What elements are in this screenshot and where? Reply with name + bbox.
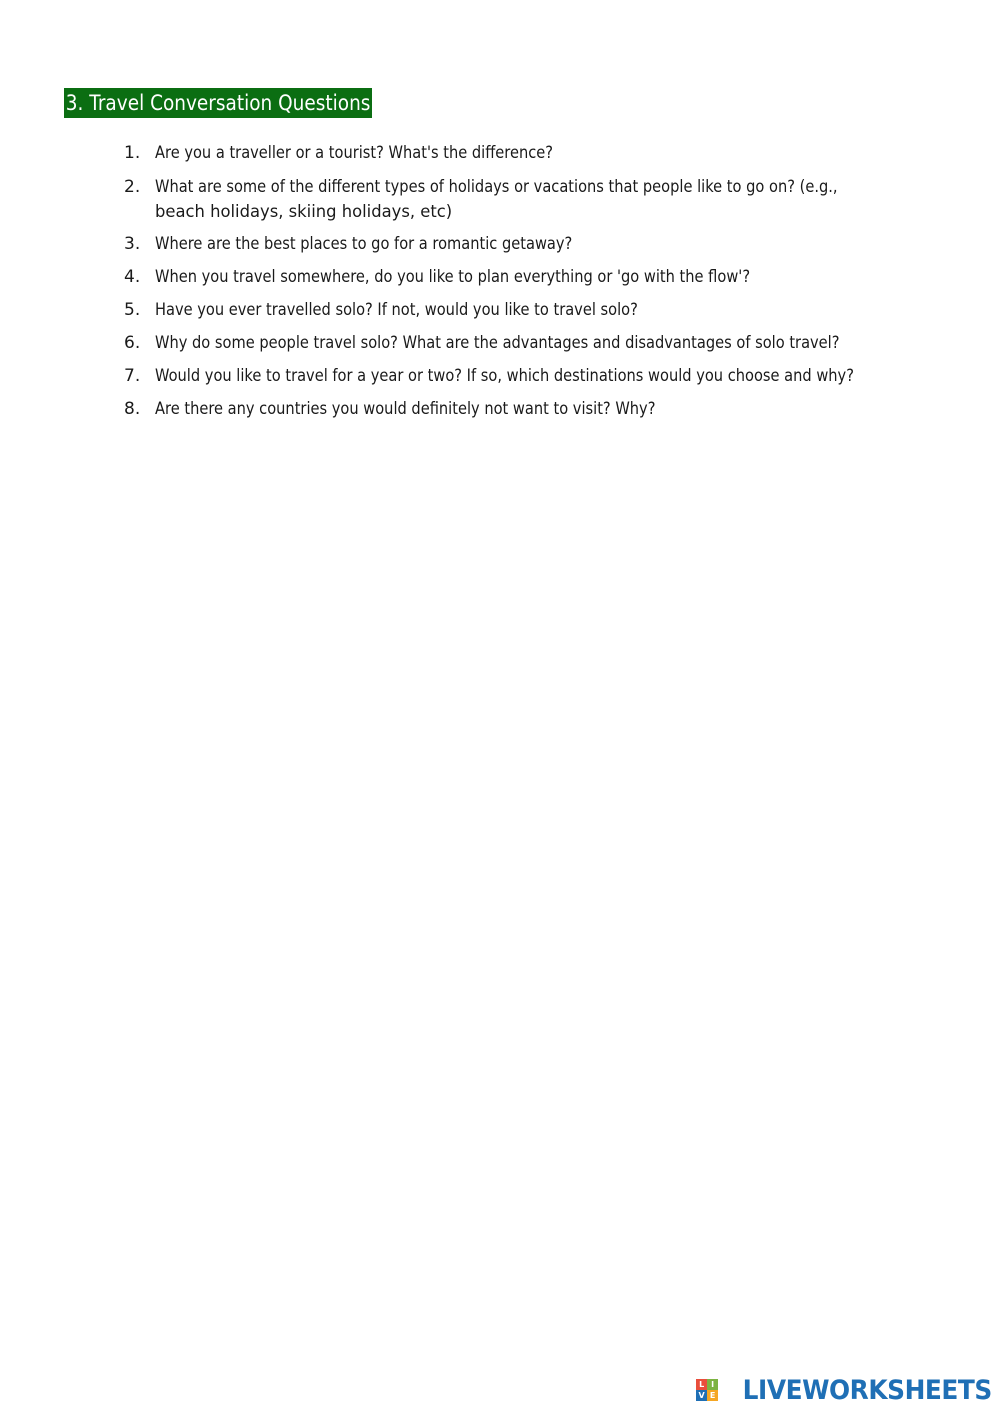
liveworksheets-logo xyxy=(696,1375,992,1405)
section-title: 3. Travel Conversation Questions xyxy=(64,88,372,118)
question-text-continuation: beach holidays, skiing holidays, etc) xyxy=(155,202,453,222)
question-list xyxy=(124,140,944,422)
logo-text: LIVEWORKSHEETS xyxy=(742,1374,992,1406)
logo-mark-letter: V xyxy=(696,1390,707,1401)
question-text-line: What are some of the different types of holidays or vacations that people like to go on? (e.g., xyxy=(155,177,838,197)
question-number: 5. xyxy=(124,300,141,320)
logo-mark-letter: E xyxy=(707,1390,718,1401)
question-number: 6. xyxy=(124,333,141,353)
question-item-3 xyxy=(124,231,944,257)
question-item-2 xyxy=(124,174,944,224)
question-text: Have you ever travelled solo? If not, would you like to travel solo? xyxy=(155,300,638,320)
question-text: Would you like to travel for a year or two? If so, which destinations would you choose and why? xyxy=(155,366,854,386)
question-item-7 xyxy=(124,363,944,389)
question-text: Are you a traveller or a tourist? What's the difference? xyxy=(155,143,554,163)
logo-mark-icon xyxy=(696,1379,718,1401)
question-text: When you travel somewhere, do you like to plan everything or 'go with the flow'? xyxy=(155,267,751,287)
logo-mark-letter: L xyxy=(696,1379,707,1390)
question-text: Are there any countries you would definitely not want to visit? Why? xyxy=(155,399,656,419)
question-number: 7. xyxy=(124,366,141,386)
question-number: 2. xyxy=(124,177,141,197)
question-text: Where are the best places to go for a romantic getaway? xyxy=(155,234,573,254)
question-text: Why do some people travel solo? What are the advantages and disadvantages of solo travel? xyxy=(155,333,840,353)
question-item-5 xyxy=(124,297,944,323)
question-number: 8. xyxy=(124,399,141,419)
logo-mark-letter: I xyxy=(707,1379,718,1390)
question-text xyxy=(155,174,838,224)
question-item-4 xyxy=(124,264,944,290)
question-number: 4. xyxy=(124,267,141,287)
question-number: 3. xyxy=(124,234,141,254)
question-number: 1. xyxy=(124,143,141,163)
question-item-6 xyxy=(124,330,944,356)
question-item-1 xyxy=(124,140,944,166)
question-item-8 xyxy=(124,396,944,422)
